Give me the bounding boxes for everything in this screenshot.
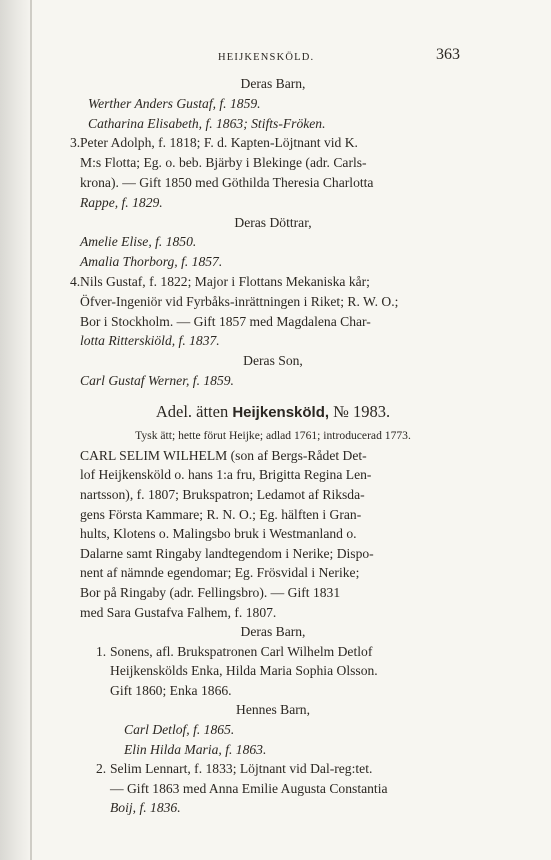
text-line: Bor i Stockholm. — Gift 1857 med Magdalena Char- bbox=[80, 313, 371, 329]
text-line: krona). — Gift 1850 med Göthilda Theresia Charlotta bbox=[80, 174, 374, 190]
family-name: Heijkensköld, bbox=[232, 403, 330, 421]
text-line: lotta Ritterskiöld, f. 1837. bbox=[80, 333, 220, 349]
subheading-hennes-barn: Hennes Barn, bbox=[236, 702, 310, 718]
running-title: HEIJKENSKÖLD. bbox=[218, 52, 315, 63]
page-number: 363 bbox=[436, 46, 460, 63]
entry-number: 2. bbox=[96, 761, 107, 777]
text-line: Boij, f. 1836. bbox=[110, 800, 181, 816]
text-line: Bor på Ringaby (adr. Fellingsbro). — Gift 1831 bbox=[80, 584, 341, 600]
entry-catharina: Catharina Elisabeth, f. 1863; Stifts-Fröken. bbox=[88, 115, 326, 131]
entry-text: Peter Adolph, f. 1818; F. d. Kapten-Löjtnant vid K. bbox=[80, 135, 358, 151]
subheading-deras-barn: Deras Barn, bbox=[240, 624, 306, 640]
entry-elin-hilda-maria: Elin Hilda Maria, f. 1863. bbox=[124, 741, 267, 757]
entry-number: 3. bbox=[70, 135, 81, 151]
gutter-edge bbox=[30, 0, 32, 860]
family-note: Tysk ätt; hette förut Heijke; adlad 1761; introducerad 1773. bbox=[135, 428, 411, 442]
page-body bbox=[70, 74, 466, 818]
page-gutter bbox=[0, 0, 30, 860]
text-line: lof Heijkensköld o. hans 1:a fru, Brigitta Regina Len- bbox=[80, 467, 372, 483]
text-line: med Sara Gustafva Falhem, f. 1807. bbox=[80, 604, 277, 620]
section-peter-nils bbox=[70, 74, 466, 391]
subheading-deras-son: Deras Son, bbox=[243, 353, 303, 369]
subheading-deras-barn: Deras Barn, bbox=[240, 76, 306, 91]
text-line: nent af nämnde egendomar; Eg. Frösvidal i Nerike; bbox=[80, 565, 360, 581]
entry-text: Selim Lennart, f. 1833; Löjtnant vid Dal-reg:tet. bbox=[110, 761, 373, 777]
entry-carl-selim-wilhelm: CARL SELIM WILHELM (son af Bergs-Rådet Det- bbox=[80, 447, 367, 463]
text-line: Öfver-Ingeniör vid Fyrbåks-inrättningen i Riket; R. W. O.; bbox=[80, 293, 399, 309]
text-line: — Gift 1863 med Anna Emilie Augusta Constantia bbox=[110, 780, 388, 796]
text-line: gens Första Kammare; R. N. O.; Eg. hälften i Gran- bbox=[80, 506, 362, 522]
entry-sonens-enka bbox=[80, 642, 466, 662]
family-prefix: Adel. ätten bbox=[155, 401, 229, 421]
entry-number: 1. bbox=[96, 643, 107, 659]
entry-carl-detlof: Carl Detlof, f. 1865. bbox=[124, 722, 235, 738]
subheading-deras-dottrar: Deras Döttrar, bbox=[234, 214, 312, 230]
entry-carl-gustaf-werner: Carl Gustaf Werner, f. 1859. bbox=[80, 372, 234, 388]
entry-number: 4. bbox=[70, 273, 81, 289]
text-line: Gift 1860; Enka 1866. bbox=[110, 682, 232, 698]
family-heading bbox=[80, 399, 466, 426]
section-carl-selim bbox=[80, 446, 466, 818]
text-line: Dalarne samt Ringaby landtegendom i Nerike; Dispo- bbox=[80, 545, 374, 561]
entry-peter-adolph bbox=[70, 133, 466, 153]
entry-werther: Werther Anders Gustaf, f. 1859. bbox=[88, 95, 261, 111]
entry-text: Nils Gustaf, f. 1822; Major i Flottans Mekaniska kår; bbox=[80, 273, 370, 289]
text-line: hults, Klotens o. Malingsbo bruk i Westmanland o. bbox=[80, 526, 357, 542]
text-line: Rappe, f. 1829. bbox=[80, 194, 163, 210]
entry-nils-gustaf bbox=[70, 272, 466, 292]
entry-amalia: Amalia Thorborg, f. 1857. bbox=[80, 254, 223, 270]
entry-selim-lennart bbox=[80, 759, 466, 779]
text-line: M:s Flotta; Eg. o. beb. Bjärby i Blekinge (adr. Carls- bbox=[80, 155, 367, 171]
family-number: № 1983. bbox=[333, 401, 391, 421]
entry-amelie: Amelie Elise, f. 1850. bbox=[80, 234, 197, 250]
text-line: nartsson), f. 1807; Brukspatron; Ledamot af Riksda- bbox=[80, 486, 365, 502]
text-line: Heijkenskölds Enka, Hilda Maria Sophia Olsson. bbox=[110, 663, 378, 679]
entry-text: Sonens, afl. Brukspatronen Carl Wilhelm Detlof bbox=[110, 643, 373, 659]
